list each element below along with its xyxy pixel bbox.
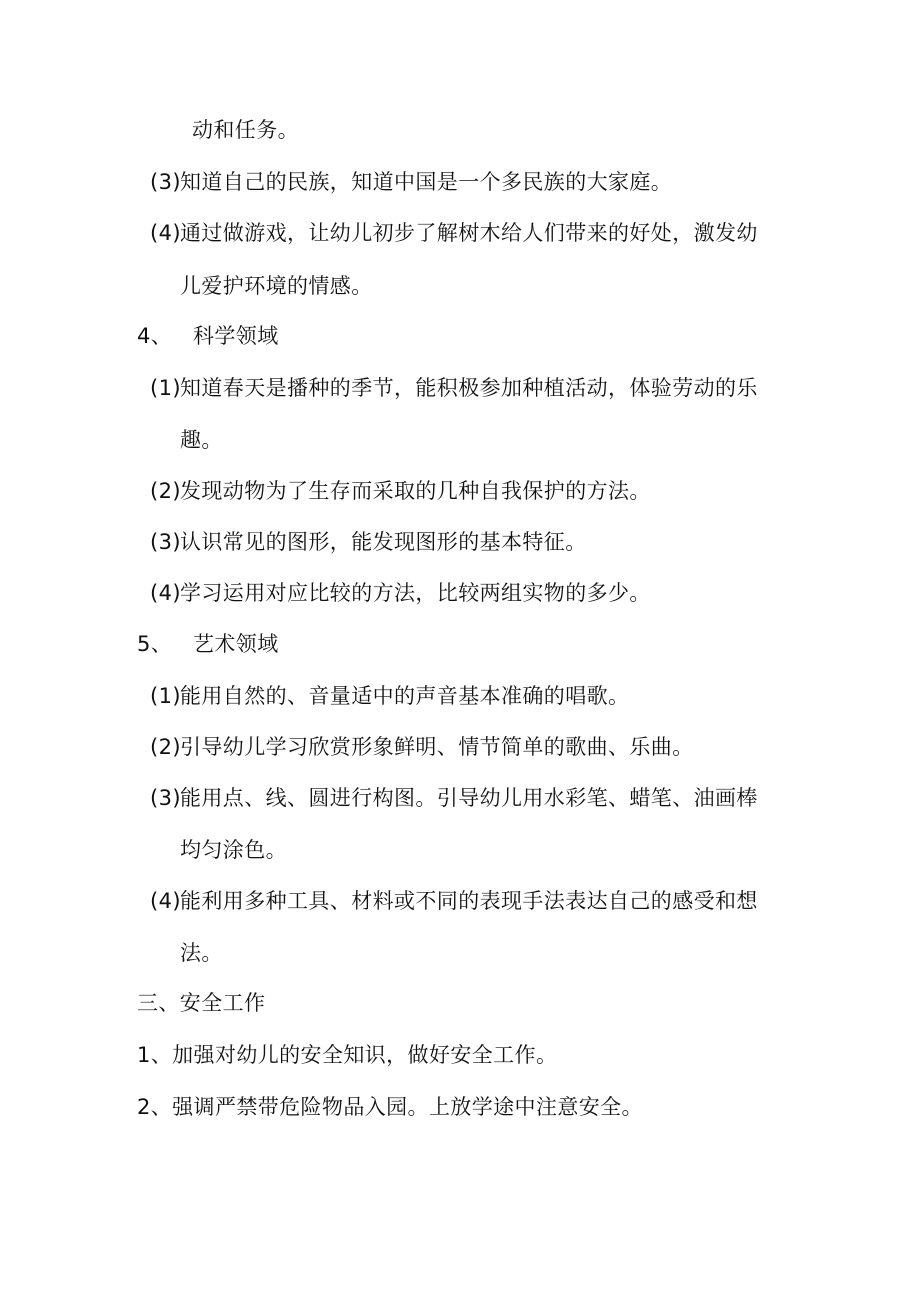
list-item: [150, 733, 694, 761]
item-text: 趣。: [180, 428, 223, 452]
item-number: (3): [150, 170, 181, 194]
item-text: 能用点、线、圆进行构图。引导幼儿用水彩笔、蜡笔、油画棒: [180, 786, 758, 810]
list-item-continuation: [180, 939, 223, 967]
item-number: (2): [150, 479, 181, 503]
list-item-continuation: [180, 272, 373, 300]
safety-item: [137, 1093, 643, 1121]
item-text: 2、强调严禁带危险物品入园。上放学途中注意安全。: [137, 1095, 643, 1119]
item-number: (2): [150, 735, 181, 759]
section-title: 科学领域: [193, 324, 279, 348]
list-item: [150, 887, 758, 915]
continuation-line: [192, 116, 299, 144]
item-text: 1、加强对幼儿的安全知识，做好安全工作。: [137, 1043, 558, 1067]
list-item-continuation: [180, 426, 223, 454]
list-item: [150, 579, 651, 607]
item-text: 认识常见的图形，能发现图形的基本特征。: [180, 530, 587, 554]
item-text: 能利用多种工具、材料或不同的表现手法表达自己的感受和想: [180, 889, 758, 913]
list-item: [150, 374, 758, 402]
section-heading: [137, 630, 279, 658]
section-title: 艺术领域: [193, 632, 279, 656]
list-item-continuation: [180, 836, 287, 864]
item-number: (4): [150, 221, 181, 245]
item-text: 均匀涂色。: [180, 838, 287, 862]
list-item: [150, 682, 629, 710]
item-text: 引导幼儿学习欣赏形象鲜明、情节简单的歌曲、乐曲。: [180, 735, 694, 759]
safety-item: [137, 1041, 557, 1069]
section-number: 4、: [137, 324, 173, 348]
item-number: (1): [150, 376, 181, 400]
item-number: (4): [150, 889, 181, 913]
section-number: 5、: [137, 632, 173, 656]
item-number: (3): [150, 530, 181, 554]
list-item: [150, 528, 587, 556]
item-text: 知道自己的民族，知道中国是一个多民族的大家庭。: [180, 170, 673, 194]
item-number: (3): [150, 786, 181, 810]
line-text: 动和任务。: [192, 118, 299, 142]
list-item: [150, 219, 758, 247]
list-item: [150, 477, 651, 505]
item-text: 通过做游戏，让幼儿初步了解树木给人们带来的好处，激发幼: [180, 221, 758, 245]
item-text: 发现动物为了生存而采取的几种自我保护的方法。: [180, 479, 651, 503]
list-item: [150, 784, 758, 812]
part-heading: [137, 989, 265, 1017]
item-number: (4): [150, 581, 181, 605]
item-text: 能用自然的、音量适中的声音基本准确的唱歌。: [180, 684, 630, 708]
item-text: 学习运用对应比较的方法，比较两组实物的多少。: [180, 581, 651, 605]
section-heading: [137, 322, 279, 350]
item-text: 法。: [180, 941, 223, 965]
item-text: 儿爱护环境的情感。: [180, 274, 373, 298]
item-text: 知道春天是播种的季节，能积极参加种植活动，体验劳动的乐: [180, 376, 758, 400]
item-number: (1): [150, 684, 181, 708]
part-title: 三、安全工作: [137, 991, 266, 1015]
list-item: [150, 168, 672, 196]
